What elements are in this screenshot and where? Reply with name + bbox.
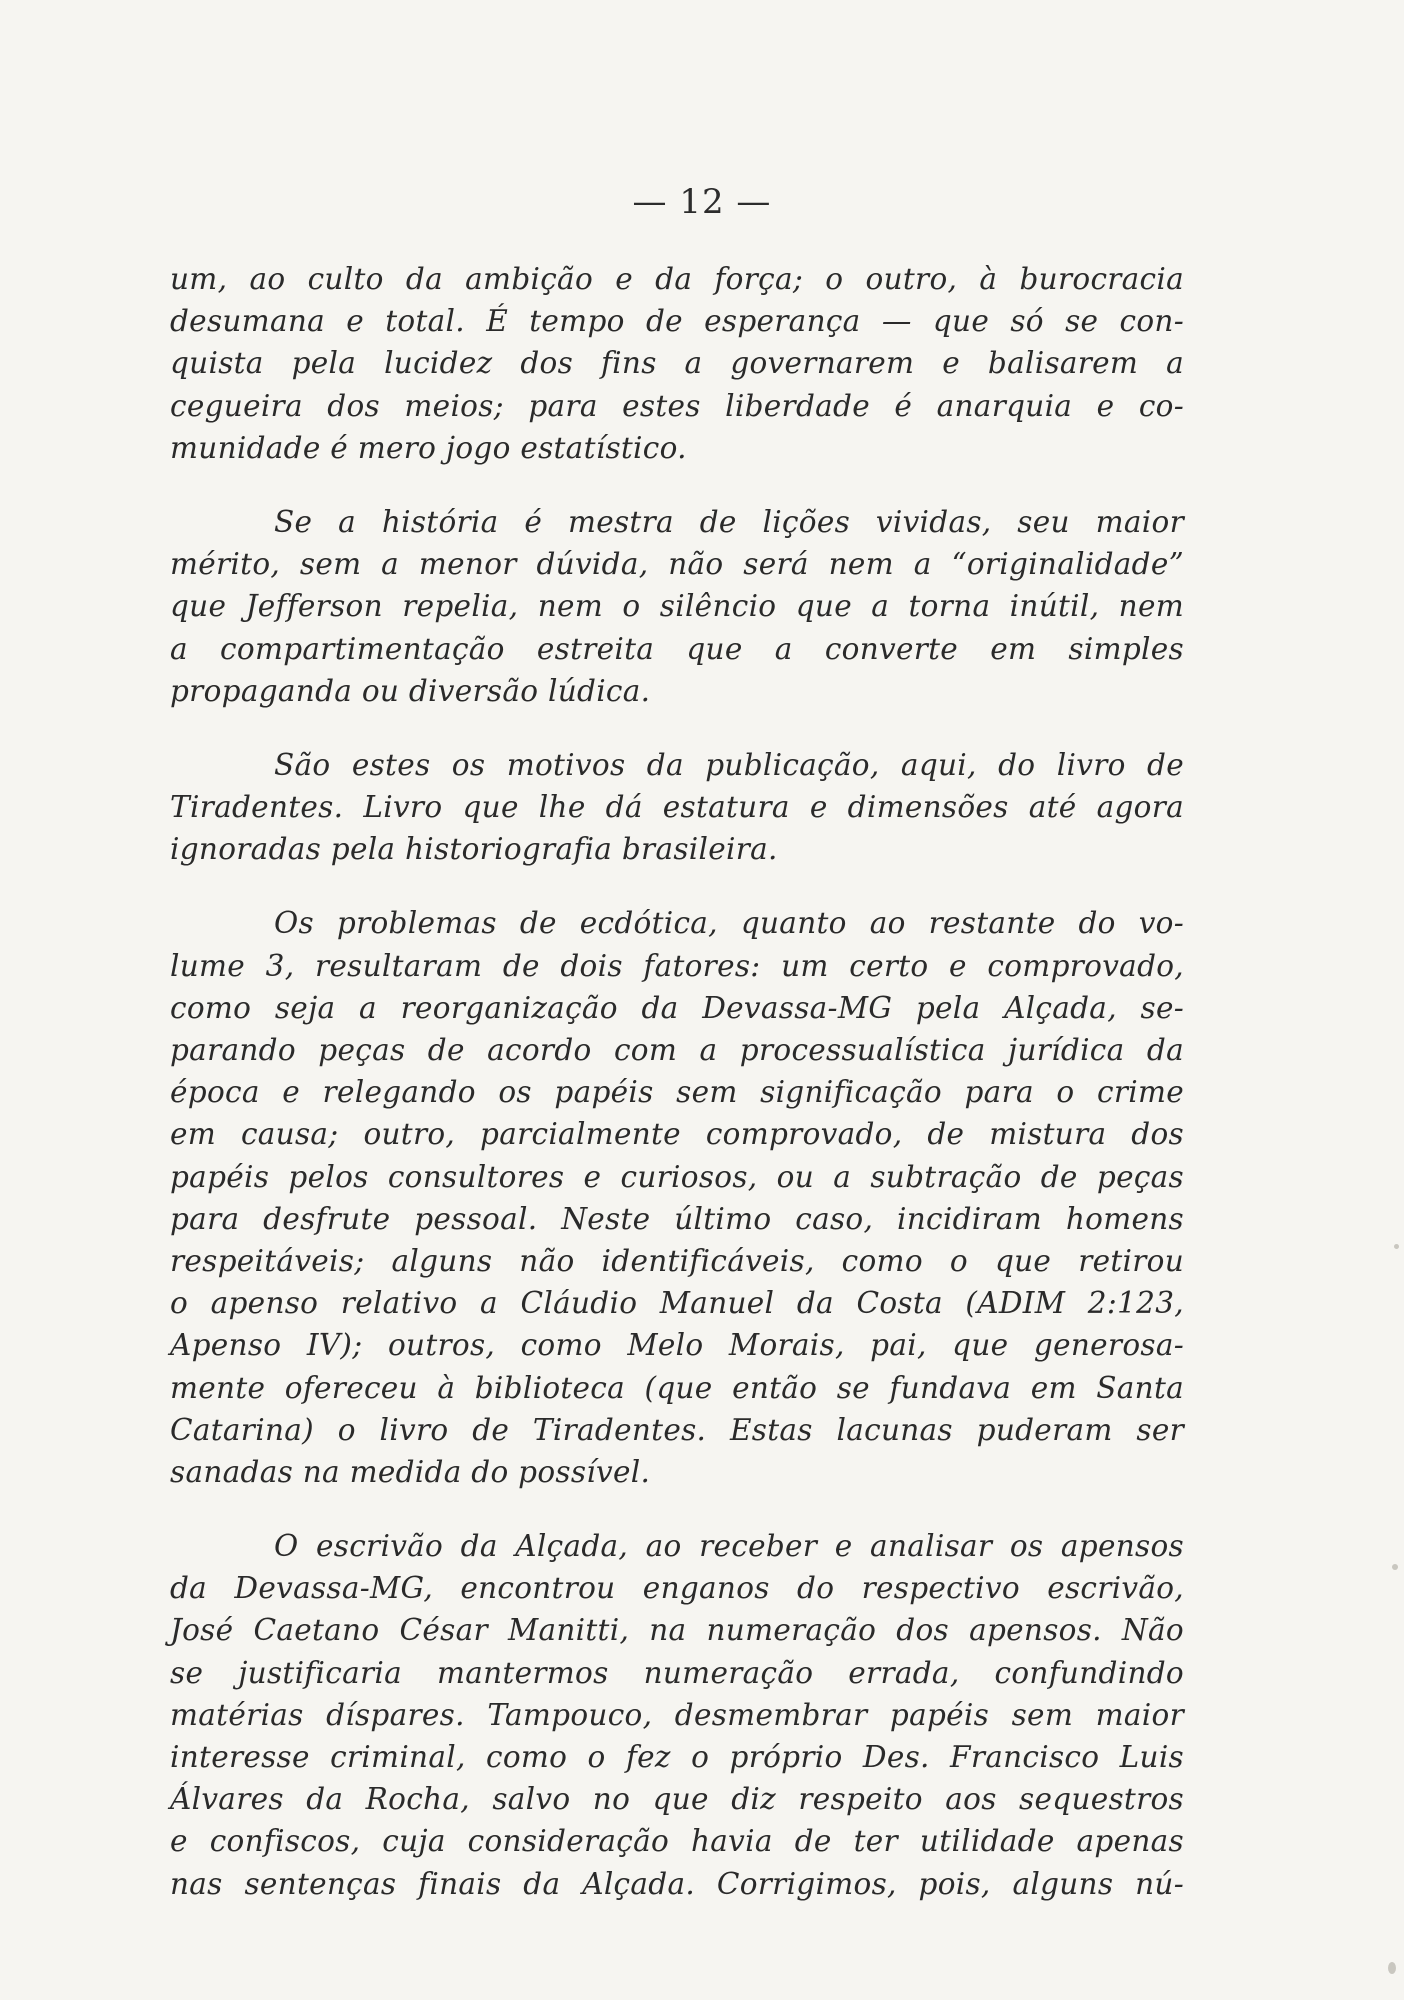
text-line: quista pela lucidez dos fins a governarem e balisarem a (170, 346, 1184, 381)
text-line: Tiradentes. Livro que lhe dá estatura e dimensões até agora (170, 790, 1184, 825)
text-line: São estes os motivos da publicação, aqui, do livro de (274, 747, 1184, 782)
text-line: o apenso relativo a Cláudio Manuel da Costa (ADIM 2:123, (170, 1286, 1184, 1321)
text-line: propaganda ou diversão lúdica. (170, 673, 651, 708)
paper-speck (1394, 1244, 1399, 1249)
text-line: O escrivão da Alçada, ao receber e analisar os apensos (274, 1529, 1184, 1564)
text-line: matérias díspares. Tampouco, desmembrar papéis sem maior (170, 1697, 1184, 1732)
text-line: e confiscos, cuja consideração havia de ter utilidade apenas (170, 1824, 1184, 1859)
paragraph-4 (170, 902, 1184, 1493)
text-line: como seja a reorganização da Devassa-MG pela Alçada, se- (170, 990, 1184, 1025)
text-line: munidade é mero jogo estatístico. (170, 430, 687, 465)
text-line: lume 3, resultaram de dois fatores: um certo e comprovado, (170, 948, 1184, 983)
text-line: papéis pelos consultores e curiosos, ou a subtração de peças (170, 1159, 1184, 1194)
text-line: se justificaria mantermos numeração errada, confundindo (170, 1655, 1184, 1690)
paragraph-2 (170, 501, 1184, 712)
text-line: mente ofereceu à biblioteca (que então se fundava em Santa (170, 1370, 1184, 1405)
paper-speck (1388, 1962, 1396, 1974)
text-line: Se a história é mestra de lições vividas, seu maior (274, 504, 1184, 539)
text-line: Álvares da Rocha, salvo no que diz respeito aos sequestros (170, 1782, 1184, 1817)
text-line: a compartimentação estreita que a converte em simples (170, 631, 1184, 666)
text-line: desumana e total. É tempo de esperança — que só se con- (170, 304, 1184, 339)
body-text (170, 258, 1184, 1937)
text-line: época e relegando os papéis sem significação para o crime (170, 1075, 1184, 1110)
text-line: que Jefferson repelia, nem o silêncio que a torna inútil, nem (170, 589, 1184, 624)
page-number: — 12 — (632, 182, 772, 222)
text-line: Os problemas de ecdótica, quanto ao restante do vo- (274, 906, 1184, 941)
text-line: nas sentenças finais da Alçada. Corrigimos, pois, alguns nú- (170, 1866, 1184, 1901)
text-line: um, ao culto da ambição e da força; o outro, à burocracia (170, 262, 1184, 296)
text-line: parando peças de acordo com a processualística jurídica da (170, 1033, 1184, 1067)
paper-speck (1392, 1564, 1398, 1570)
text-line: ignoradas pela historiografia brasileira. (170, 832, 778, 867)
text-line: respeitáveis; alguns não identificáveis, como o que retirou (170, 1243, 1184, 1278)
text-line: Apenso IV); outros, como Melo Morais, pai, que generosa- (170, 1328, 1184, 1363)
paragraph-5 (170, 1525, 1184, 1905)
paragraph-1 (170, 258, 1184, 469)
text-line: cegueira dos meios; para estes liberdade é anarquia e co- (170, 388, 1184, 423)
text-line: da Devassa-MG, encontrou enganos do respectivo escrivão, (170, 1571, 1184, 1606)
text-line: para desfrute pessoal. Neste último caso, incidiram homens (170, 1201, 1184, 1236)
text-line: sanadas na medida do possível. (170, 1454, 651, 1489)
text-line: em causa; outro, parcialmente comprovado, de mistura dos (170, 1117, 1184, 1152)
text-line: mérito, sem a menor dúvida, não será nem a “originalidade” (170, 547, 1184, 582)
text-line: José Caetano César Manitti, na numeração dos apensos. Não (170, 1613, 1184, 1648)
text-line: interesse criminal, como o fez o próprio Des. Francisco Luis (170, 1740, 1184, 1774)
paragraph-3 (170, 744, 1184, 871)
text-line: Catarina) o livro de Tiradentes. Estas lacunas puderam ser (170, 1412, 1184, 1447)
